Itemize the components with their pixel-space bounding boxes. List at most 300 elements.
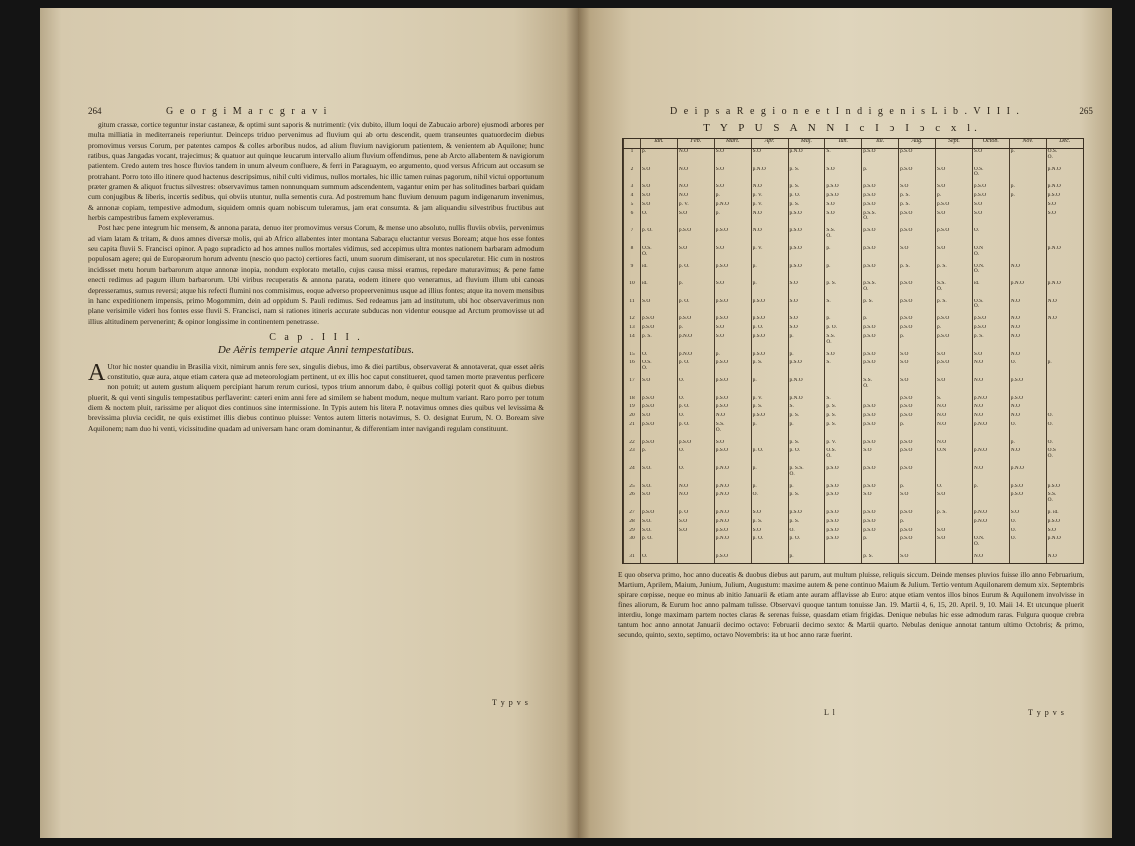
wind-cell: p.S.O	[972, 193, 1009, 202]
wind-cell: p.S.O	[862, 149, 899, 167]
wind-cell: p.N.O	[1046, 184, 1083, 193]
wind-cell: p.S.O	[788, 246, 825, 264]
wind-cell: N.O	[677, 184, 714, 193]
wind-cell: O.S. O.	[641, 246, 678, 264]
header-month: Maj.	[788, 139, 825, 149]
wind-cell: S.O	[899, 378, 936, 396]
wind-cell: S.O	[751, 149, 788, 167]
wind-cell: p.	[788, 422, 825, 440]
wind-cell: p. S.	[751, 404, 788, 413]
wind-cell: p.S.O	[1009, 396, 1046, 405]
wind-cell: N.O	[1046, 299, 1083, 317]
wind-cell: p.S.O	[899, 448, 936, 466]
wind-cell: S.O	[936, 492, 973, 510]
wind-cell: p.N.O	[1046, 246, 1083, 264]
wind-cell: O.	[1009, 360, 1046, 378]
table-row	[624, 334, 1084, 352]
wind-cell	[1046, 264, 1083, 282]
wind-cell: p. S.	[751, 360, 788, 378]
signature-mark: L l	[824, 708, 836, 717]
wind-cell: p.	[825, 316, 862, 325]
wind-cell: p.	[677, 281, 714, 299]
wind-cell: O.	[677, 396, 714, 405]
wind-cell: p. S.	[862, 299, 899, 317]
wind-cell: p.S.O	[862, 360, 899, 378]
header-month: Iul.	[862, 139, 899, 149]
wind-cell: p.S.O	[862, 184, 899, 193]
wind-cell: S.O	[825, 211, 862, 229]
right-page	[578, 8, 1112, 838]
wind-cell: id.	[641, 264, 678, 282]
day-number: 15	[624, 352, 641, 361]
wind-cell: N.O	[972, 404, 1009, 413]
wind-cell: p.S.O	[972, 325, 1009, 334]
wind-cell: N.O	[936, 422, 973, 440]
wind-cell: N.O	[972, 554, 1009, 563]
table-row	[624, 202, 1084, 211]
wind-cell: O.	[641, 352, 678, 361]
table-row	[624, 167, 1084, 185]
wind-cell: S.O	[641, 184, 678, 193]
wind-cell: p.S.O	[899, 413, 936, 422]
wind-cell: p.S.O	[825, 510, 862, 519]
wind-cell: O.N. O.	[972, 536, 1009, 554]
wind-cell: p. S.	[788, 413, 825, 422]
wind-cell: S.O	[936, 167, 973, 185]
wind-cell: S.	[825, 149, 862, 167]
day-number: 28	[624, 519, 641, 528]
wind-cell: S.O	[788, 325, 825, 334]
day-number: 3	[624, 184, 641, 193]
day-number: 23	[624, 448, 641, 466]
wind-cell: O.S. O.	[972, 167, 1009, 185]
wind-cell: p.S.O	[899, 167, 936, 185]
wind-cell: N.O	[677, 193, 714, 202]
wind-cell: O.	[972, 228, 1009, 246]
wind-cell: p.S.O	[714, 396, 751, 405]
wind-cell: p.S.O	[862, 528, 899, 537]
wind-cell: p.S.O	[899, 281, 936, 299]
wind-cell: p.S.O	[788, 264, 825, 282]
table-row	[624, 184, 1084, 193]
day-number: 14	[624, 334, 641, 352]
day-number: 2	[624, 167, 641, 185]
wind-cell: O.	[677, 413, 714, 422]
wind-cell: p.S.O	[899, 211, 936, 229]
wind-cell: S.O	[899, 492, 936, 510]
wind-cell: p.	[751, 281, 788, 299]
wind-cell: p.S.O	[899, 325, 936, 334]
wind-cell: p.N.O	[788, 378, 825, 396]
wind-cell: N.O	[1009, 352, 1046, 361]
wind-cell: p.N.O	[714, 492, 751, 510]
wind-cell: p.S.O	[825, 536, 862, 554]
table-row	[624, 378, 1084, 396]
wind-cell: p.	[936, 193, 973, 202]
wind-cell: p.S.O	[936, 334, 973, 352]
wind-cell: p. S.	[825, 413, 862, 422]
day-number: 17	[624, 378, 641, 396]
wind-cell: S.O	[714, 325, 751, 334]
chapter-text: Utor hic noster quandiu in Brasilia vixit, nimirum annis fere sex, singulis diebus, imo & diei partibus, observaverat & annotaverat, quæ esset aëris constitutio, quæ aura, atque etiam cætera quæ ad meteorologiam pertinent, ut ex illis hoc caput constitueret, quod tamen morte præventus perficere non potuit; ut autem gustum aliquem percipiant harum rerum curiosi, typos trium annorum dabo, è quibus colligi poterit quot & quibus diebus pluerit, & qui venti singulis tempestatibus perflaverint: cæteri enim anni fere ad similem se habent modum, neque multum variant. Raro porro per totum diem & noctem pluit, rarissime per aliquot dies continuos sine intermissione. In Typis autem his litera P. notavimus omnes dies quibus vel levissima & brevissima pluvia cecidit, ne quis existimet illis diebus continuo pluisse: Ventos autem litteris notavimus, S. O. designat Eurum, N. O. Boream sive Aquilonem; nam duo hi venti, vicissitudine quadam ad universam hanc oram dominantur, & differentiam inter navigandi regulam constituunt.	[88, 361, 544, 433]
wind-cell: p. S.	[936, 299, 973, 317]
wind-cell: p. O.	[751, 448, 788, 466]
wind-cell: p.N.O	[1009, 281, 1046, 299]
wind-cell: p. S.	[936, 264, 973, 282]
wind-cell: O.	[641, 554, 678, 563]
wind-cell: p.S.O	[899, 536, 936, 554]
wind-cell: p. S.	[825, 281, 862, 299]
wind-cell: S.O	[751, 510, 788, 519]
table-row	[624, 360, 1084, 378]
table-row	[624, 536, 1084, 554]
wind-cell: p.S.O	[899, 316, 936, 325]
wind-cell: S.O	[714, 246, 751, 264]
table-row	[624, 264, 1084, 282]
wind-cell: p.N.O	[1046, 167, 1083, 185]
wind-cell: p.	[1009, 193, 1046, 202]
wind-cell: p. id.	[1046, 510, 1083, 519]
wind-cell: p.	[677, 325, 714, 334]
right-paragraph: E quo observa primo, hoc anno duceatis & duobus diebus aut parum, aut multum pluisse, reliquis siccum. Deinde menses pluvios fuisse illo anno Februarium, Martium, Aprilem, Maium, Junium, Julium, Augustum: maxime autem & pene continuo Maium & Julium. Tertio ventum Aquilonarem demum xix. Septembris spirare cœpisse, neque eo minus ab initio Januarii & etiam ante auram afflavisse ab Euro: atque etiam ventos illos binos Eurum & Aquilonem involvisse in fines aliorum, & Eurum hoc anno palmam tulisse. Observavi quoque tantum tonuisse Jan. 19. Martii 4, 6, 15, 20. April. 9, 10. Maii 14. Et utcunque pluerit interdiu, longe maximam partem noctes claras & serenas fuisse, quasdam etiam frigidas. Denique nebulas hic esse admodum raras. Fulgura quoque crebra tantum hoc anno annotat Januarii decimo octavo: Februarii decimo sexto: & Martii quarto. Nebulas denique annotat tantum ultimo Octobris; & primo, secundo, quinto, sexto, septimo, octavo Novembris: ita ut hoc anno raræ fuerint.	[618, 570, 1084, 639]
wind-cell: p.N.O	[972, 519, 1009, 528]
table-row	[624, 492, 1084, 510]
wind-cell: p. O.	[677, 360, 714, 378]
wind-cell: p.S.O	[714, 448, 751, 466]
wind-cell: S.O	[714, 334, 751, 352]
wind-cell: p.S.O	[862, 519, 899, 528]
wind-cell: O.	[1009, 519, 1046, 528]
wind-cell: p.N.O	[677, 352, 714, 361]
wind-cell: p.S.O	[714, 378, 751, 396]
day-number: 16	[624, 360, 641, 378]
table-header-row	[624, 139, 1084, 149]
wind-cell: S.O.	[641, 484, 678, 493]
table-row	[624, 519, 1084, 528]
day-number: 6	[624, 211, 641, 229]
wind-cell: p. V.	[677, 202, 714, 211]
wind-cell: p.S.O	[641, 404, 678, 413]
table-row	[624, 246, 1084, 264]
wind-cell	[1009, 211, 1046, 229]
wind-cell: O.	[1046, 413, 1083, 422]
wind-cell: p. V.	[751, 202, 788, 211]
wind-cell: p.S.O	[641, 325, 678, 334]
wind-cell	[1046, 352, 1083, 361]
wind-cell: S.O	[1009, 510, 1046, 519]
wind-cell: S.O	[899, 360, 936, 378]
wind-cell: O.	[1046, 422, 1083, 440]
wind-cell: p.S.O	[825, 466, 862, 484]
chapter-title: De Aëris temperie atque Anni tempestatibus.	[217, 344, 415, 357]
table-row	[624, 484, 1084, 493]
table-row	[624, 448, 1084, 466]
wind-cell: S.	[825, 360, 862, 378]
wind-cell: S.O	[641, 167, 678, 185]
day-number: 25	[624, 484, 641, 493]
wind-cell: S.O	[972, 149, 1009, 167]
wind-cell: p.S.O	[862, 228, 899, 246]
wind-cell	[825, 554, 862, 563]
wind-cell: S.O	[677, 519, 714, 528]
wind-cell	[936, 554, 973, 563]
wind-cell: N.O	[1009, 404, 1046, 413]
wind-cell: S.O	[825, 202, 862, 211]
day-number: 19	[624, 404, 641, 413]
wind-cell: p.	[788, 484, 825, 493]
wind-cell: p.	[899, 484, 936, 493]
wind-cell: S.O	[972, 211, 1009, 229]
wind-cell: p.S.O	[751, 299, 788, 317]
table-row	[624, 281, 1084, 299]
wind-cell: p.N.O	[751, 167, 788, 185]
wind-cell: p. O.	[788, 536, 825, 554]
wind-cell: p.S.O	[641, 440, 678, 449]
wind-cell: S.O	[972, 352, 1009, 361]
wind-cell: p. O.	[677, 422, 714, 440]
table-row	[624, 528, 1084, 537]
right-running-head	[670, 106, 1093, 117]
wind-cell: S.O.	[641, 528, 678, 537]
wind-cell: N.O	[1009, 316, 1046, 325]
wind-cell: p.	[862, 316, 899, 325]
wind-cell: S.O	[714, 167, 751, 185]
wind-cell: O.S. O.	[1046, 149, 1083, 167]
wind-cell: O.	[936, 484, 973, 493]
wind-cell: p.S.O	[936, 228, 973, 246]
wind-cell	[1009, 246, 1046, 264]
table-row	[624, 466, 1084, 484]
wind-cell: O.	[751, 492, 788, 510]
wind-cell: N.O	[1009, 413, 1046, 422]
wind-cell: p.S.O	[788, 510, 825, 519]
wind-cell: O.	[788, 528, 825, 537]
wind-cell: p.S.O	[862, 510, 899, 519]
wind-cell: p. O.	[677, 299, 714, 317]
wind-cell: p.S.O	[1046, 484, 1083, 493]
wind-cell: p.S.O	[899, 299, 936, 317]
left-paragraph-2: Post hæc pene integrum hic mensem, & annona parata, denuo iter promovimus versus Corum, & mense uno absoluto, nullis fluviis obviis, pervenimus ad viam latam & tritam, & duos amnes diversæ molis, qui ab Africo allabentes inter montana Sabaraçu eluctantur versus Boream; atque hos esse fontes seu capita fluvii S. Francisci opinor. A pago supradicto ad hos amnes nullos mortales vidimus, sed accepimus ultra montes nationem barbaram admodum populosam agere; qui de Europæorum horum adventu (nescio quo pacto) certiores facti, unum suorum dimiserant, ut nos specularetur. Hic cum in nostros incidisset metu horum barbarorum atque annonæ inopia, nondum explorato metallo, cujus causa missi eramus, repedare maturavimus; & pene fame enecti redimus ad pagum illum barbarorum. Ubi viribus recuperatis & annona parata, eodem itinere quo veneramus, ad fluvium illum ubi canoas depresseramus, sumus reversi; atque his refecti flumini nos commisimus, eoque adverso propeervenimus usque ad illius fontes; atque ita novem mensibus in hanc expeditionem impensis, primo Mogommim, dein ad oppidum S. Pauli redimus. Sed redeamus jam ad institutum, ubi hoc observaverimus non plane verisimile videri hos fontes esse fluvii S. Francisci, nam si rationes itineris accurate subducas non videntur eousque ad Arctum promovisse ut ad illius altitudinem pervenerint; & opinor longissime in continentem penetrasse.	[88, 223, 544, 326]
wind-cell: p. S.	[751, 519, 788, 528]
wind-cell: p. S.	[788, 184, 825, 193]
wind-cell: N.O	[1009, 334, 1046, 352]
wind-cell: p.S.O	[862, 334, 899, 352]
wind-cell: p. V.	[751, 246, 788, 264]
wind-cell: p. O.	[641, 536, 678, 554]
wind-cell: p.S.O	[677, 316, 714, 325]
table-row	[624, 440, 1084, 449]
wind-cell: S.O	[751, 528, 788, 537]
wind-cell: N.O	[936, 440, 973, 449]
chapter-heading: C a p . I I I .	[269, 331, 363, 343]
wind-cell: p.N.O	[972, 448, 1009, 466]
weather-table	[623, 139, 1083, 563]
table-row	[624, 149, 1084, 167]
wind-cell: N.O	[751, 184, 788, 193]
dropcap: A	[88, 359, 106, 386]
left-page	[40, 8, 578, 838]
wind-cell: p. O.	[788, 448, 825, 466]
wind-cell: p. O.	[641, 228, 678, 246]
wind-cell: N.O	[936, 404, 973, 413]
wind-cell: p.S.O	[1046, 519, 1083, 528]
day-number: 1	[624, 149, 641, 167]
wind-cell: S.S. O.	[1046, 492, 1083, 510]
wind-cell: p.	[862, 536, 899, 554]
wind-cell: id.	[972, 281, 1009, 299]
wind-cell: S.	[936, 396, 973, 405]
wind-cell: p.	[751, 484, 788, 493]
table-row	[624, 554, 1084, 563]
wind-cell: p.	[714, 193, 751, 202]
wind-cell: p.S.O	[788, 360, 825, 378]
wind-cell: p. S.	[788, 202, 825, 211]
wind-cell: S.O	[899, 246, 936, 264]
wind-cell: p.	[714, 352, 751, 361]
wind-cell: N.O	[677, 149, 714, 167]
wind-cell: O.	[677, 378, 714, 396]
day-number: 18	[624, 396, 641, 405]
wind-cell: p.S.O	[862, 413, 899, 422]
wind-cell: S.O	[714, 281, 751, 299]
wind-cell	[1046, 396, 1083, 405]
wind-cell: p.S.O	[677, 440, 714, 449]
wind-cell: p.	[972, 484, 1009, 493]
wind-cell: p.	[788, 334, 825, 352]
wind-cell	[936, 519, 973, 528]
wind-cell: S.O	[936, 211, 973, 229]
wind-cell: p.S.O	[899, 149, 936, 167]
header-month: Iun.	[825, 139, 862, 149]
wind-cell: p.S.O	[862, 352, 899, 361]
table-row	[624, 404, 1084, 413]
day-number: 30	[624, 536, 641, 554]
wind-cell: O.	[677, 466, 714, 484]
wind-cell: S.S. O.	[862, 378, 899, 396]
wind-cell: p. O.	[751, 325, 788, 334]
wind-cell	[972, 440, 1009, 449]
wind-cell: S.O	[641, 299, 678, 317]
wind-cell: p.S.O	[899, 440, 936, 449]
header-month: Apr.	[751, 139, 788, 149]
right-catchword: T y p v s	[1028, 708, 1065, 717]
table-body	[624, 149, 1084, 564]
wind-cell: p.S.O	[936, 316, 973, 325]
wind-cell: p.S.O	[714, 299, 751, 317]
wind-cell: O.S. O.	[972, 299, 1009, 317]
wind-cell: p.S.O	[714, 554, 751, 563]
wind-cell: p.N.O	[714, 466, 751, 484]
wind-cell: p.S.O	[1009, 378, 1046, 396]
wind-cell: S.O	[714, 440, 751, 449]
header-month: Ian.	[641, 139, 678, 149]
wind-cell	[825, 378, 862, 396]
wind-cell: O.	[641, 211, 678, 229]
wind-cell: p.S.O	[788, 211, 825, 229]
wind-cell: S.O	[899, 554, 936, 563]
wind-cell	[972, 492, 1009, 510]
wind-cell: p.S.O	[862, 422, 899, 440]
day-number: 26	[624, 492, 641, 510]
wind-cell: O.N. O.	[972, 264, 1009, 282]
table-row	[624, 422, 1084, 440]
wind-cell: p.S.O	[751, 413, 788, 422]
wind-cell: p.	[714, 211, 751, 229]
wind-cell: p.S.O	[825, 193, 862, 202]
wind-cell: N.O	[1009, 299, 1046, 317]
wind-cell	[751, 440, 788, 449]
wind-cell: p.N.O	[714, 519, 751, 528]
day-number: 20	[624, 413, 641, 422]
wind-cell: S.S. O.	[714, 422, 751, 440]
wind-cell: p. V.	[751, 396, 788, 405]
wind-cell: p. S.	[862, 554, 899, 563]
left-running-head	[88, 106, 328, 117]
header-day	[624, 139, 641, 149]
wind-cell: p.	[936, 325, 973, 334]
wind-cell: p.S.O	[1009, 492, 1046, 510]
wind-cell: p. S.	[825, 422, 862, 440]
wind-cell	[1046, 334, 1083, 352]
left-catchword: T y p v s	[492, 698, 529, 707]
table-row	[624, 396, 1084, 405]
wind-cell: p.S.O	[1009, 484, 1046, 493]
wind-cell	[677, 536, 714, 554]
wind-cell: S.O	[936, 378, 973, 396]
wind-cell: p.N.O	[714, 536, 751, 554]
wind-cell: p. S.	[788, 167, 825, 185]
wind-cell: S.	[825, 299, 862, 317]
wind-cell: N.O	[677, 492, 714, 510]
table-row	[624, 193, 1084, 202]
wind-cell: p.S.O	[862, 404, 899, 413]
wind-cell: S.S. O.	[825, 228, 862, 246]
wind-cell: p.S.O	[714, 360, 751, 378]
wind-cell: S.O	[641, 378, 678, 396]
wind-cell: p.	[1009, 149, 1046, 167]
wind-cell: p.S.O	[751, 334, 788, 352]
wind-cell: N.O	[751, 211, 788, 229]
wind-cell: p.S.O	[972, 184, 1009, 193]
wind-cell: N.O	[972, 360, 1009, 378]
wind-cell	[1046, 228, 1083, 246]
wind-cell: S.O	[788, 281, 825, 299]
wind-cell: p.N.O	[972, 422, 1009, 440]
wind-cell: p.	[899, 334, 936, 352]
wind-cell: p.	[751, 422, 788, 440]
day-number: 9	[624, 264, 641, 282]
wind-cell: p. S.	[972, 334, 1009, 352]
wind-cell: S.O.	[641, 519, 678, 528]
wind-cell: p.S.O	[862, 202, 899, 211]
wind-cell: p. S.	[788, 519, 825, 528]
wind-cell: p.N.O	[714, 484, 751, 493]
day-number: 21	[624, 422, 641, 440]
wind-cell	[1046, 378, 1083, 396]
wind-cell: p.	[788, 554, 825, 563]
wind-cell: p.	[641, 149, 678, 167]
wind-cell: S.O	[936, 528, 973, 537]
wind-cell: p. O.	[677, 404, 714, 413]
wind-cell: S.O.	[641, 466, 678, 484]
wind-cell: O.N	[936, 448, 973, 466]
open-book	[40, 8, 1112, 838]
wind-cell: p.S.O	[862, 440, 899, 449]
wind-cell: O.S. O.	[825, 448, 862, 466]
wind-cell: S.O	[788, 316, 825, 325]
wind-cell: p.S.O	[972, 316, 1009, 325]
wind-cell: p.N.O	[972, 396, 1009, 405]
